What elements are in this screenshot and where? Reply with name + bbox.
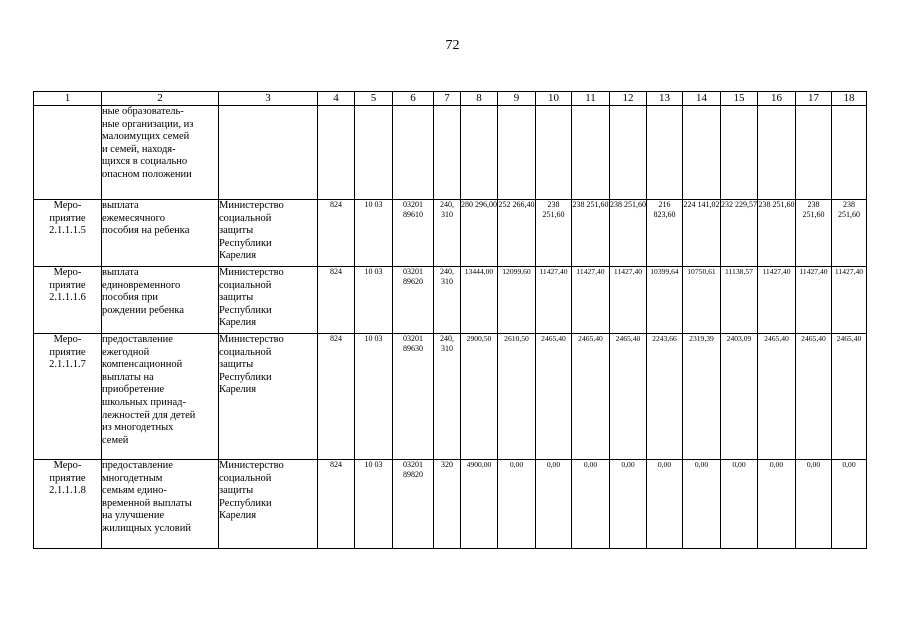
amount-cell: [536, 106, 572, 200]
amount-cell: [498, 106, 536, 200]
amount-cell: 11427,40: [572, 267, 610, 334]
measure-name-cell-line: многодетным: [102, 472, 163, 484]
measure-name-cell-line: временной выплаты: [102, 497, 192, 509]
expense-type-cell-line: 240,: [440, 200, 454, 209]
grbs-code-cell: [318, 106, 355, 200]
amount-cell: 2243,66: [647, 334, 683, 460]
amount-cell: 2403,09: [721, 334, 758, 460]
amount-cell: 0,00: [683, 460, 721, 549]
executor-cell-line: Республики: [219, 237, 272, 249]
measure-name-cell-line: лежностей для детей: [102, 409, 196, 421]
column-number-8: 8: [461, 92, 498, 106]
table-row: [34, 460, 867, 549]
amount-cell: 2465,40: [796, 334, 832, 460]
amount-cell: 238 251,60: [572, 200, 610, 267]
measure-number-cell-line: приятие: [49, 472, 86, 484]
executor-cell-line: социальной: [219, 472, 272, 484]
executor-cell-line: защиты: [219, 225, 254, 237]
column-number-6: 6: [393, 92, 434, 106]
measure-name-cell-line: малоимущих семей: [102, 131, 190, 143]
amount-cell: 2465,40: [610, 334, 647, 460]
executor-cell-line: социальной: [219, 346, 272, 358]
target-article-cell-line: 89620: [403, 277, 423, 286]
amount-cell: 2465,40: [832, 334, 867, 460]
amount-cell: 2319,39: [683, 334, 721, 460]
amount-cell: 238 251,60: [832, 200, 867, 267]
amount-cell: 232 229,57: [721, 200, 758, 267]
section-code-cell: 10 03: [355, 460, 393, 549]
header-row: [34, 92, 867, 106]
executor-cell: [219, 200, 318, 267]
measure-name-cell-line: ежемесячного: [102, 212, 165, 224]
measure-name-cell-line: ные образователь-: [102, 106, 184, 117]
executor-cell-line: Республики: [219, 304, 272, 316]
measure-name-cell-line: ежегодной: [102, 346, 150, 358]
amount-cell: 2900,50: [461, 334, 498, 460]
measure-number-cell-line: Меро-: [53, 267, 82, 278]
amount-cell: 4900,00: [461, 460, 498, 549]
expense-type-cell-line: 240,: [440, 334, 454, 343]
amount-cell: 238 251,60: [610, 200, 647, 267]
grbs-code-cell: 824: [318, 267, 355, 334]
measure-number-cell-line: приятие: [49, 212, 86, 224]
column-number-3: 3: [219, 92, 318, 106]
page-number: 72: [445, 38, 460, 53]
amount-cell: [572, 106, 610, 200]
executor-cell-line: Министерство: [219, 460, 284, 471]
amount-cell: 11427,40: [832, 267, 867, 334]
executor-cell-line: социальной: [219, 279, 272, 291]
column-number-9: 9: [498, 92, 536, 106]
executor-cell-line: Карелия: [219, 510, 257, 522]
measure-name-cell-line: ные организации, из: [102, 118, 194, 130]
amount-cell: 13444,00: [461, 267, 498, 334]
amount-cell: 2610,50: [498, 334, 536, 460]
column-number-1: 1: [34, 92, 102, 106]
expense-type-cell-line: 320: [441, 460, 453, 469]
column-number-12: 12: [610, 92, 647, 106]
section-code-cell: 10 03: [355, 267, 393, 334]
amount-cell: 0,00: [572, 460, 610, 549]
amount-cell: 0,00: [832, 460, 867, 549]
measure-name-cell-line: пособия на ребенка: [102, 225, 190, 237]
target-article-cell: [393, 106, 434, 200]
column-number-11: 11: [572, 92, 610, 106]
measure-name-cell: [102, 460, 219, 549]
measure-name-cell-line: предоставление: [102, 460, 173, 471]
measure-number-cell: [34, 200, 102, 267]
target-article-cell: [393, 200, 434, 267]
amount-cell: 11427,40: [610, 267, 647, 334]
expense-type-cell-line: 310: [441, 277, 453, 286]
table-row: [34, 200, 867, 267]
executor-cell-line: защиты: [219, 292, 254, 304]
executor-cell-line: Карелия: [219, 384, 257, 396]
amount-cell: 0,00: [721, 460, 758, 549]
measure-name-cell-line: выплата: [102, 200, 139, 211]
measure-number-cell-line: Меро-: [53, 334, 82, 345]
target-article-cell-line: 89630: [403, 344, 423, 353]
expense-type-cell: [434, 200, 461, 267]
amount-cell: 0,00: [498, 460, 536, 549]
executor-cell: [219, 334, 318, 460]
measure-number-cell-line: 2.1.1.1.7: [49, 359, 86, 371]
amount-cell: 0,00: [796, 460, 832, 549]
amount-cell: 238 251,60: [536, 200, 572, 267]
table-row: [34, 267, 867, 334]
target-article-cell-line: 03201: [403, 200, 423, 209]
executor-cell: [219, 460, 318, 549]
target-article-cell: [393, 460, 434, 549]
target-article-cell: [393, 334, 434, 460]
measure-number-cell: [34, 106, 102, 200]
measure-name-cell-line: опасном положении: [102, 168, 192, 180]
section-code-cell: [355, 106, 393, 200]
amount-cell: 224 141,02: [683, 200, 721, 267]
measure-name-cell-line: семьям едино-: [102, 485, 167, 497]
executor-cell-line: социальной: [219, 212, 272, 224]
target-article-cell: [393, 267, 434, 334]
amount-cell: 2465,40: [572, 334, 610, 460]
amount-cell: 280 296,00: [461, 200, 498, 267]
column-number-18: 18: [832, 92, 867, 106]
column-number-7: 7: [434, 92, 461, 106]
column-number-2: 2: [102, 92, 219, 106]
column-number-5: 5: [355, 92, 393, 106]
measure-name-cell-line: на улучшение: [102, 510, 165, 522]
amount-cell: 2465,40: [536, 334, 572, 460]
amount-cell: 238 251,60: [796, 200, 832, 267]
target-article-cell-line: 89820: [403, 470, 423, 479]
measure-name-cell-line: выплаты на: [102, 371, 154, 383]
column-number-10: 10: [536, 92, 572, 106]
executor-cell-line: Карелия: [219, 250, 257, 262]
expense-type-cell-line: 240,: [440, 267, 454, 276]
measure-number-cell: [34, 460, 102, 549]
amount-cell: 11138,57: [721, 267, 758, 334]
measure-name-cell-line: единовременного: [102, 279, 181, 291]
measure-name-cell-line: компенсационной: [102, 359, 183, 371]
expense-type-cell-line: 310: [441, 210, 453, 219]
expense-type-cell: [434, 267, 461, 334]
amount-cell: 11427,40: [758, 267, 796, 334]
measure-number-cell-line: 2.1.1.1.5: [49, 225, 86, 237]
column-number-16: 16: [758, 92, 796, 106]
executor-cell-line: Республики: [219, 371, 272, 383]
measure-name-cell-line: щихся в социально: [102, 156, 188, 168]
amount-cell: [721, 106, 758, 200]
measure-name-cell-line: предоставление: [102, 334, 173, 345]
target-article-cell-line: 03201: [403, 267, 423, 276]
executor-cell-line: защиты: [219, 485, 254, 497]
executor-cell-line: Министерство: [219, 267, 284, 278]
measure-name-cell-line: и семей, находя-: [102, 143, 176, 155]
amount-cell: [461, 106, 498, 200]
expense-type-cell: [434, 460, 461, 549]
measure-number-cell-line: Меро-: [53, 200, 82, 211]
amount-cell: [683, 106, 721, 200]
column-number-15: 15: [721, 92, 758, 106]
expense-type-cell-line: 310: [441, 344, 453, 353]
amount-cell: 238 251,60: [758, 200, 796, 267]
measure-name-cell-line: приобретение: [102, 384, 165, 396]
amount-cell: 0,00: [610, 460, 647, 549]
target-article-cell-line: 03201: [403, 334, 423, 343]
measure-name-cell-line: пособия при: [102, 292, 158, 304]
target-article-cell-line: 03201: [403, 460, 423, 469]
measure-number-cell-line: приятие: [49, 346, 86, 358]
amount-cell: [832, 106, 867, 200]
grbs-code-cell: 824: [318, 200, 355, 267]
executor-cell: [219, 106, 318, 200]
column-number-14: 14: [683, 92, 721, 106]
executor-cell: [219, 267, 318, 334]
amount-cell: 252 266,40: [498, 200, 536, 267]
section-code-cell: 10 03: [355, 334, 393, 460]
column-number-13: 13: [647, 92, 683, 106]
column-number-17: 17: [796, 92, 832, 106]
grbs-code-cell: 824: [318, 460, 355, 549]
measure-number-cell: [34, 267, 102, 334]
amount-cell: 216 823,60: [647, 200, 683, 267]
table-row: [34, 334, 867, 460]
executor-cell-line: Республики: [219, 497, 272, 509]
measure-name-cell-line: школьных принад-: [102, 396, 186, 408]
executor-cell-line: Карелия: [219, 317, 257, 329]
expense-type-cell: [434, 334, 461, 460]
executor-cell-line: защиты: [219, 359, 254, 371]
measure-name-cell-line: из многодетных: [102, 422, 174, 434]
measure-name-cell-line: выплата: [102, 267, 139, 278]
amount-cell: [610, 106, 647, 200]
measure-number-cell-line: приятие: [49, 279, 86, 291]
measure-name-cell: [102, 267, 219, 334]
amount-cell: [796, 106, 832, 200]
measure-name-cell: [102, 106, 219, 200]
measure-number-cell: [34, 334, 102, 460]
section-code-cell: 10 03: [355, 200, 393, 267]
amount-cell: [758, 106, 796, 200]
measure-number-cell-line: Меро-: [53, 460, 82, 471]
measure-name-cell: [102, 200, 219, 267]
amount-cell: 2465,40: [758, 334, 796, 460]
amount-cell: 12099,60: [498, 267, 536, 334]
amount-cell: 0,00: [647, 460, 683, 549]
amount-cell: 10750,61: [683, 267, 721, 334]
grbs-code-cell: 824: [318, 334, 355, 460]
expense-type-cell: [434, 106, 461, 200]
executor-cell-line: Министерство: [219, 200, 284, 211]
column-number-4: 4: [318, 92, 355, 106]
budget-table: [33, 91, 867, 549]
amount-cell: 0,00: [758, 460, 796, 549]
measure-name-cell-line: рождении ребенка: [102, 304, 184, 316]
table-row: [34, 106, 867, 200]
target-article-cell-line: 89610: [403, 210, 423, 219]
measure-number-cell-line: 2.1.1.1.8: [49, 485, 86, 497]
measure-name-cell-line: семей: [102, 434, 129, 446]
amount-cell: 11427,40: [796, 267, 832, 334]
measure-name-cell: [102, 334, 219, 460]
amount-cell: 11427,40: [536, 267, 572, 334]
amount-cell: [647, 106, 683, 200]
measure-name-cell-line: жилищных условий: [102, 522, 191, 534]
executor-cell-line: Министерство: [219, 334, 284, 345]
measure-number-cell-line: 2.1.1.1.6: [49, 292, 86, 304]
amount-cell: 10399,64: [647, 267, 683, 334]
amount-cell: 0,00: [536, 460, 572, 549]
